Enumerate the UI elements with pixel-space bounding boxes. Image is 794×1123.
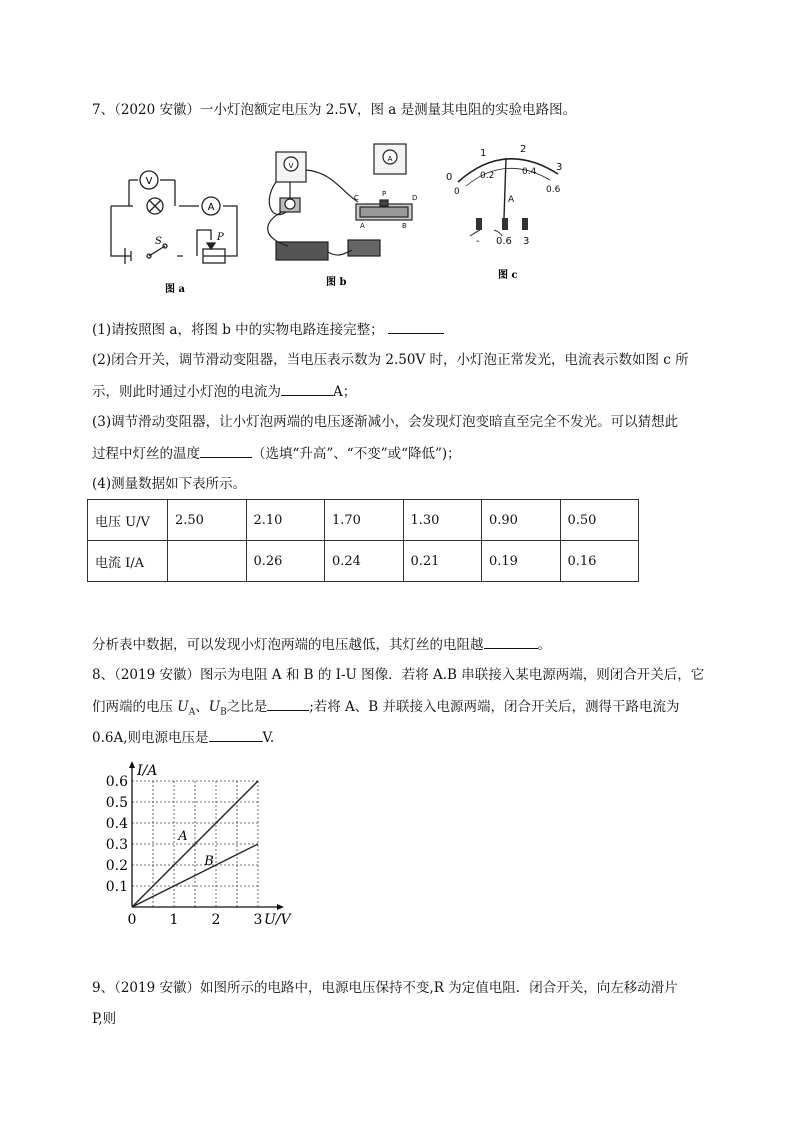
dial-top-1: 1 <box>480 148 487 159</box>
series-line-A <box>132 781 258 907</box>
y-tick-label: 0.4 <box>105 816 128 832</box>
table-cell: 0.16 <box>560 541 639 582</box>
table-row-current <box>88 541 639 582</box>
table-row-voltage <box>88 500 639 541</box>
figure-b-label: 图 b <box>326 277 347 288</box>
voltmeter-label: V <box>145 176 153 187</box>
ub-symbol: U <box>208 699 221 715</box>
y-tick-label: 0.3 <box>105 837 128 853</box>
q7-part2-line1: (2)闭合开关，调节滑动变阻器，当电压表示数为 2.50V 时，小灯泡正常发光，电流表示数如图 c 所 <box>92 352 689 368</box>
table-cell: 1.70 <box>325 500 404 541</box>
table-cell: 0.50 <box>560 500 639 541</box>
terminal-3: 3 <box>523 236 530 247</box>
dial-inner-06: 0.6 <box>546 185 561 195</box>
x-tick-label: 1 <box>169 912 179 928</box>
x-axis-label: U/V <box>264 912 291 928</box>
y-tick-label: 0.5 <box>105 795 128 811</box>
q7-analysis: 分析表中数据，可以发现小灯泡两端的电压越低，其灯丝的电阻越 。 <box>92 634 551 655</box>
terminal-a: A <box>360 222 365 230</box>
dial-top-0: 0 <box>446 172 453 183</box>
dial-top-3: 3 <box>556 162 563 173</box>
switch-label: S <box>155 236 162 247</box>
figure-b-meter-a: A <box>387 155 393 163</box>
table-cell: 0.19 <box>482 541 561 582</box>
figure-c-label: 图 c <box>498 270 518 281</box>
dial-inner-02: 0.2 <box>480 171 495 181</box>
x-tick-label: 2 <box>211 912 221 928</box>
answer-blank-2[interactable] <box>281 381 333 396</box>
table-header-current: 电流 I/A <box>88 541 168 582</box>
y-tick-label: 0.1 <box>105 879 128 895</box>
q7-part3-line1: (3)调节滑动变阻器，让小灯泡两端的电压逐渐减小，会发现灯泡变暗直至完全不发光。可以猜想此 <box>92 414 679 430</box>
q7-stem: 7、（2020 安徽）一小灯泡额定电压为 2.5V，图 a 是测量其电阻的实验电路图。 <box>92 102 577 118</box>
q8-line1: 8、（2019 安徽）图示为电阻 A 和 B 的 I-U 图像．若将 A.B 串联接入某电源两端，则闭合开关后，它 <box>92 667 705 683</box>
q9-line2: P,则 <box>92 1011 117 1027</box>
x-axis-arrow <box>277 904 284 910</box>
terminal-p: P <box>382 190 387 198</box>
y-tick-label: 0.6 <box>105 774 128 790</box>
terminal-d: D <box>412 194 418 202</box>
q7-part2-line2: 示，则此时通过小灯泡的电流为 A； <box>92 381 356 402</box>
table-cell: 0.24 <box>325 541 404 582</box>
ua-subscript: A <box>188 707 196 718</box>
table-cell: 0.90 <box>482 500 561 541</box>
iu-chart <box>92 757 307 932</box>
series-label-A: A <box>178 828 188 844</box>
answer-blank-4[interactable] <box>484 634 538 649</box>
y-axis-label: I/A <box>137 763 158 779</box>
answer-blank-1[interactable] <box>388 319 444 334</box>
terminal-b: B <box>402 222 407 230</box>
table-cell: 1.30 <box>403 500 482 541</box>
x-tick-label: 0 <box>127 912 137 928</box>
q8-line2: 们两端的电压 $U_A$、$U_B$之比是 ;若将 A、B 并联接入电源两端，闭合开关后，测得干路电流为 <box>92 696 680 723</box>
terminal-06: 0.6 <box>496 236 512 247</box>
series-label-B: B <box>204 854 214 869</box>
ub-subscript: B <box>220 707 227 718</box>
terminal-minus: - <box>476 236 480 247</box>
answer-blank-6[interactable] <box>209 727 263 742</box>
dial-unit: A <box>508 195 515 205</box>
dial-inner-0: 0 <box>454 187 460 197</box>
table-cell: 2.10 <box>246 500 325 541</box>
figure-a-circuit <box>105 160 245 300</box>
q7-part4: (4)测量数据如下表所示。 <box>92 476 247 492</box>
y-tick-label: 0.2 <box>105 858 128 874</box>
table-cell-empty[interactable] <box>168 541 247 582</box>
table-cell: 0.26 <box>246 541 325 582</box>
ua-symbol: U <box>177 699 189 715</box>
ammeter-label: A <box>207 202 215 213</box>
answer-blank-3[interactable] <box>200 443 252 458</box>
dial-top-2: 2 <box>520 144 527 155</box>
answer-blank-5[interactable] <box>267 696 309 711</box>
q8-line3: 0.6A,则电源电压是 V. <box>92 727 274 748</box>
dial-inner-04: 0.4 <box>522 167 537 177</box>
measurement-table <box>87 499 639 582</box>
table-cell: 0.21 <box>403 541 482 582</box>
q9-line1: 9、（2019 安徽）如图所示的电路中，电源电压保持不变,R 为定值电阻．闭合开关，向左移动滑片 <box>92 980 678 996</box>
table-cell: 2.50 <box>168 500 247 541</box>
figure-b-meter-v: V <box>288 162 294 170</box>
figure-a-label: 图 a <box>165 284 185 295</box>
x-tick-label: 3 <box>253 912 263 928</box>
y-axis-arrow <box>129 761 135 768</box>
terminal-c: C <box>354 194 359 202</box>
q7-part3-line2: 过程中灯丝的温度 （选填“升高”、“不变”或“降低”)； <box>92 443 461 464</box>
figure-c-ammeter <box>440 140 570 285</box>
slider-label: P <box>217 232 224 243</box>
figure-b-photo <box>262 142 422 292</box>
table-header-voltage: 电压 U/V <box>88 500 168 541</box>
q7-part1: (1)请按照图 a，将图 b 中的实物电路连接完整； <box>92 319 444 340</box>
